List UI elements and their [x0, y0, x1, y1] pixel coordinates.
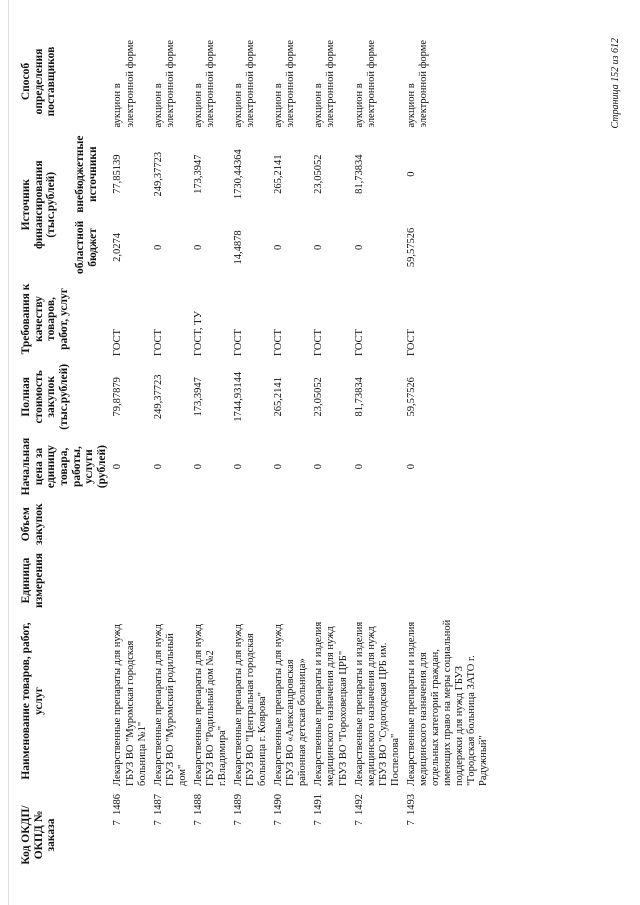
cell-name: Лекарственные препараты для нужд ГБУЗ ВО «Александровская районная детская больница»: [273, 623, 309, 786]
row-number: 1493: [405, 794, 417, 815]
cell-regional: 0: [353, 244, 365, 251]
header-funding-extrabudget: внебюджетные источники: [74, 135, 100, 213]
cell-full-cost: 81,73834: [353, 377, 365, 417]
cell-start-price: 0: [313, 463, 325, 470]
cell-method: аукцион в электронной форме: [353, 39, 377, 128]
cell-code: [191, 790, 231, 880]
cell-extrabudget: 249,37723: [152, 151, 164, 197]
cell-unit: [110, 549, 150, 612]
header-row: [18, 32, 72, 881]
cell-method: аукцион в электронной форме: [152, 39, 176, 128]
cell-quality: ГОСТ: [112, 329, 124, 356]
cell-full-cost: 1744,93144: [233, 371, 245, 422]
cell-volume: [311, 499, 351, 549]
cell-unit: [151, 549, 191, 612]
cell-regional: 2,0274: [112, 232, 124, 262]
cell-extrabudget: 265,2141: [273, 154, 285, 194]
scan-edge-line: [8, 0, 9, 905]
cell-extrabudget: 173,3947: [192, 154, 204, 194]
row-number: 1490: [273, 794, 285, 815]
cell-name: Лекарственные препараты для нужд ГБУЗ ВО "Муромская городская больница №1": [112, 623, 148, 786]
cell-quality: ГОСТ: [233, 329, 245, 356]
cell-volume: [151, 499, 191, 549]
header-quality: Требования к качеству товаров, работ, услуг: [20, 283, 70, 355]
cell-code: [110, 790, 150, 880]
header-unit: Единица измерения: [20, 553, 45, 608]
table-row: [151, 32, 191, 881]
cell-code: [231, 790, 271, 880]
cell-name: Лекарственные препараты для нужд ГБУЗ ВО "Центральная городская больница г. Коврова": [233, 623, 269, 786]
cell-regional: 0: [313, 244, 325, 251]
header-start-price: Начальная цена за единицу товара, работы, услуги (рублей): [20, 437, 108, 496]
cell-full-cost: 79,87879: [112, 377, 124, 417]
cell-name: Лекарственные препараты для нужд ГБУЗ ВО "Родильный дом №2 г.Владимира": [192, 623, 228, 786]
cell-start-price: 0: [233, 463, 245, 470]
row-code: 7: [152, 820, 164, 826]
header-method: Способ определения поставщиков: [20, 46, 58, 117]
cell-code: [311, 790, 351, 880]
cell-regional: 0: [273, 244, 285, 251]
cell-start-price: 0: [192, 463, 204, 470]
cell-start-price: 0: [353, 463, 365, 470]
row-code: 7: [112, 820, 124, 826]
cell-full-cost: 249,37723: [152, 374, 164, 420]
row-number: 1487: [152, 794, 164, 815]
cell-start-price: 0: [152, 463, 164, 470]
cell-unit: [352, 549, 404, 612]
cell-name: Лекарственные препараты и изделия медицинского назначения для нужд ГБУЗ ВО "Гороховецкая ЦРБ": [313, 621, 349, 786]
header-funding-regional: областной бюджет: [74, 220, 100, 274]
cell-start-price: 0: [112, 463, 124, 470]
cell-name: Лекарственные препараты для нужд ГБУЗ ВО "Муромский родильный дом": [152, 623, 188, 786]
cell-extrabudget: 1730,44364: [233, 149, 245, 200]
row-number: 1489: [233, 794, 245, 815]
header-full-cost: Полная стоимость закупок (тыс.рублей): [20, 363, 70, 430]
cell-unit: [231, 549, 271, 612]
cell-full-cost: 23,05052: [313, 377, 325, 417]
cell-code: [404, 790, 492, 880]
table-row: [352, 32, 404, 881]
cell-unit: [311, 549, 351, 612]
cell-extrabudget: 0: [405, 171, 417, 177]
cell-quality: ГОСТ: [313, 329, 325, 356]
row-number: 1488: [192, 794, 204, 815]
cell-quality: ГОСТ: [353, 329, 365, 356]
row-code: 7: [313, 820, 325, 826]
cell-name: Лекарственные препараты и изделия медицинского назначения для нужд ГБУЗ ВО "Судогодская ЦРБ им. Поспелова": [353, 621, 401, 786]
row-code: 7: [233, 820, 245, 826]
procurement-table: [18, 32, 492, 881]
table-row: [191, 32, 231, 881]
cell-regional: 59,57526: [405, 227, 417, 268]
cell-code: [151, 790, 191, 880]
cell-regional: 0: [152, 244, 164, 251]
page-number: Страница 152 из 612: [610, 38, 621, 129]
row-code: 7: [273, 820, 285, 826]
cell-start-price: 0: [405, 463, 417, 470]
cell-unit: [404, 549, 492, 612]
cell-regional: 14,4878: [233, 230, 245, 265]
cell-method: аукцион в электронной форме: [112, 39, 136, 128]
cell-volume: [271, 499, 311, 549]
cell-quality: ГОСТ, ТУ: [192, 310, 204, 356]
cell-unit: [271, 549, 311, 612]
table-row: [231, 32, 271, 881]
cell-quality: ГОСТ: [405, 329, 417, 356]
row-code: 7: [192, 820, 204, 826]
cell-volume: [404, 499, 492, 549]
cell-unit: [191, 549, 231, 612]
header-name: Наименование товаров, работ, услуг: [20, 622, 45, 780]
table-row: [404, 32, 492, 881]
row-number: 1492: [353, 794, 365, 815]
header-code: Код ОКДП/ ОКПД № заказа: [20, 805, 58, 865]
cell-volume: [231, 499, 271, 549]
cell-name: Лекарственные препараты и изделия медицинского назначения для отдельных категорий граждан, имеющих право на меры социальной поддержки для нужд ГБУЗ "Городская больница ЗАТО г. Радужный": [405, 619, 490, 786]
cell-extrabudget: 81,73834: [353, 154, 365, 194]
cell-method: аукцион в электронной форме: [405, 39, 429, 128]
header-funding: Источник финансирования (тыс.рублей): [20, 160, 58, 250]
cell-volume: [352, 499, 404, 549]
cell-volume: [110, 499, 150, 549]
cell-method: аукцион в электронной форме: [273, 39, 297, 128]
cell-start-price: 0: [273, 463, 285, 470]
cell-method: аукцион в электронной форме: [192, 39, 216, 128]
row-number: 1491: [313, 794, 325, 815]
row-number: 1486: [112, 794, 124, 815]
row-code: 7: [353, 820, 365, 826]
cell-code: [271, 790, 311, 880]
table-row: [110, 32, 150, 881]
table-row: [271, 32, 311, 881]
cell-extrabudget: 77,85139: [112, 154, 124, 194]
cell-method: аукцион в электронной форме: [233, 39, 257, 128]
cell-extrabudget: 23,05052: [313, 154, 325, 194]
cell-code: [352, 790, 404, 880]
table-row: [311, 32, 351, 881]
cell-full-cost: 59,57526: [405, 377, 417, 417]
cell-regional: 0: [192, 244, 204, 251]
table-body: [110, 32, 492, 881]
header-volume: Объем закупок: [20, 503, 45, 545]
cell-full-cost: 173,3947: [192, 377, 204, 417]
cell-method: аукцион в электронной форме: [313, 39, 337, 128]
cell-quality: ГОСТ: [152, 329, 164, 356]
cell-quality: ГОСТ: [273, 329, 285, 356]
cell-volume: [191, 499, 231, 549]
row-code: 7: [405, 820, 417, 826]
cell-full-cost: 265,2141: [273, 377, 285, 417]
